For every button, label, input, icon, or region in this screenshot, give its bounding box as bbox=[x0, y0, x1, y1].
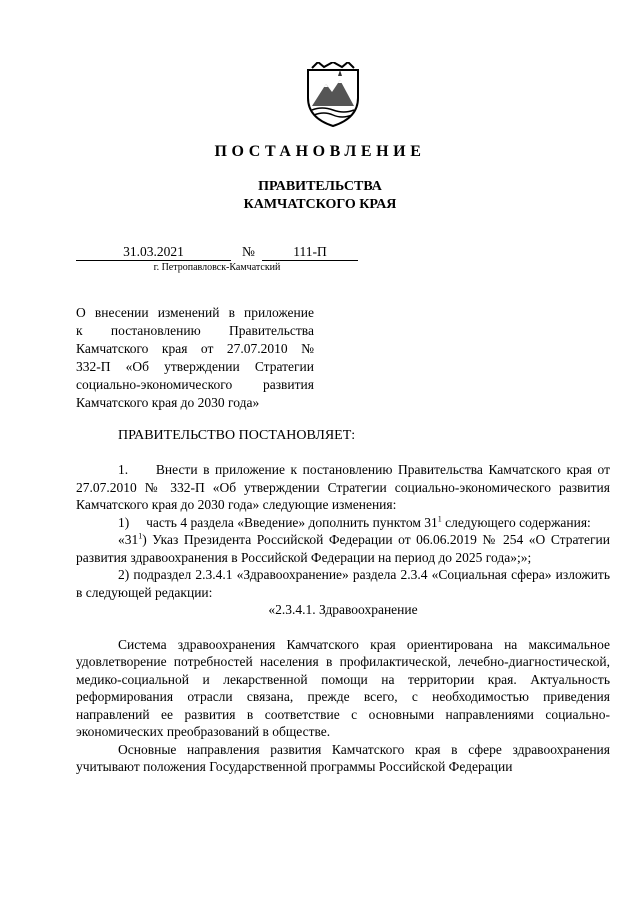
subject-line: к постановлению Правительства bbox=[76, 323, 314, 338]
number-sign: № bbox=[242, 244, 255, 259]
document-body bbox=[76, 461, 610, 776]
document-number: 111-П bbox=[262, 243, 358, 261]
superscript: 1 bbox=[138, 531, 143, 541]
body-paragraph bbox=[76, 531, 610, 566]
resolves-heading: ПРАВИТЕЛЬСТВО ПОСТАНОВЛЯЕТ: bbox=[118, 428, 356, 443]
body-paragraph bbox=[76, 514, 610, 532]
paragraph-text: «31 bbox=[118, 532, 139, 547]
subject-line: 332-П «Об утверждении Стратегии bbox=[76, 359, 314, 374]
issue-city: г. Петропавловск-Камчатский bbox=[153, 262, 281, 273]
paragraph-text: ) Указ Президента Российской Федерации от 06.06.2019 № 254 «О Стратегии развития здравоохранения в Российской Федерации на период до 2025 года»;»; bbox=[76, 532, 610, 565]
paragraph-text: 1) часть 4 раздела «Введение» дополнить пунктом 31 bbox=[118, 514, 438, 530]
issuer-line-1: ПРАВИТЕЛЬСТВА bbox=[258, 179, 382, 194]
issuer-line-2: КАМЧАТСКОГО КРАЯ bbox=[243, 197, 397, 212]
document-type-title: ПОСТАНОВЛЕНИЕ bbox=[214, 143, 426, 160]
superscript: 1 bbox=[437, 514, 442, 523]
body-paragraph: Основные направления развития Камчатского края в сфере здравоохранения учитывают положения Государственной программы Российской Федерации bbox=[76, 741, 610, 774]
subject-line: социально-экономического развития bbox=[76, 377, 314, 392]
issuer-block bbox=[0, 178, 640, 214]
document-subject bbox=[76, 304, 314, 412]
section-heading: «2.3.4.1. Здравоохранение bbox=[268, 602, 418, 617]
body-paragraph: 2) подраздел 2.3.4.1 «Здравоохранение» раздела 2.3.4 «Социальная сфера» изложить в следующей редакции: bbox=[76, 567, 610, 600]
spacer bbox=[76, 619, 610, 636]
subject-line: Камчатского края до 2030 года» bbox=[76, 395, 260, 410]
document-date: 31.03.2021 bbox=[76, 243, 231, 261]
subject-line: О внесении изменений в приложение bbox=[76, 305, 314, 320]
paragraph-text: следующего содержания: bbox=[441, 514, 591, 530]
body-paragraph: Система здравоохранения Камчатского края ориентирована на максимальное удовлетворение потребностей населения в профилактической, лечебно-диагностической, медико-социальной и лекарственной помощи на территории края. Актуальность реформирования отрасли связана, прежде всего, с необходимостью приведения направлений ее развития в соответствие с основными направлениями социально-экономических преобразований в обществе. bbox=[76, 636, 610, 739]
body-paragraph: 1. Внести в приложение к постановлению Правительства Камчатского края от 27.07.2010 № 332-П «Об утверждении Стратегии социально-экономического развития Камчатского края до 2030 года» следующие изменения: bbox=[76, 462, 610, 512]
subject-line: Камчатского края от 27.07.2010 № bbox=[76, 341, 314, 356]
coat-of-arms-icon bbox=[300, 62, 366, 128]
